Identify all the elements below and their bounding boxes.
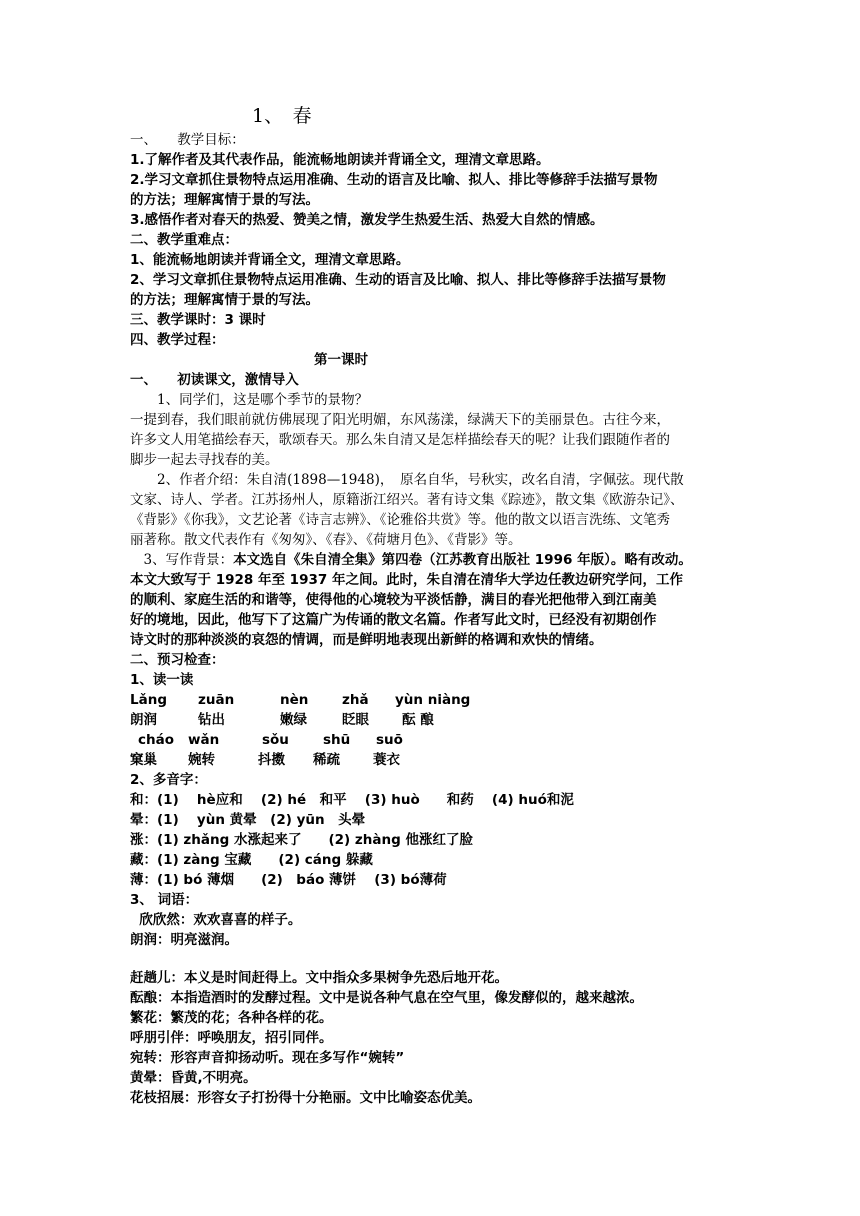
part-heading-intro: 一、 初读课文，激情导入 bbox=[130, 372, 299, 388]
word-cell: 眨眼 bbox=[342, 712, 369, 728]
background-label: 3、写作背景： bbox=[130, 552, 234, 568]
vocab-line: 呼朋引伴：呼唤朋友，招引同伴。 bbox=[130, 1030, 333, 1046]
pinyin-cell: cháo bbox=[138, 732, 174, 748]
polyphone-line: 藏：(1) zàng 宝藏 (2) cáng 躲藏 bbox=[130, 852, 373, 868]
author-paragraph-line: 2、作者介绍：朱自清(1898—1948)， 原名自华，号秋实，改名自清，字佩弦。现代散 bbox=[130, 472, 684, 488]
background-text: 本文选自《朱自清全集》第四卷（江苏教育出版社 1996 年版）。略有改动。 bbox=[233, 552, 692, 568]
pinyin-cell: zhǎ bbox=[342, 692, 369, 708]
polyphone-line: 晕：(1) yùn 黄晕 (2) yūn 头晕 bbox=[130, 812, 366, 828]
background-paragraph-line: 诗文时的那种淡淡的哀怨的情调，而是鲜明地表现出新鲜的格调和欢快的情绪。 bbox=[130, 632, 603, 648]
section-heading-key-points: 二、教学重难点： bbox=[130, 232, 238, 248]
word-cell: 嫩绿 bbox=[280, 712, 307, 728]
vocab-line: 欣欣然：欢欢喜喜的样子。 bbox=[130, 912, 302, 928]
word-cell: 婉转 bbox=[188, 752, 215, 768]
background-paragraph-line: 本文大致写于 1928 年至 1937 年之间。此时，朱自清在清华大学边任教边研究学问，工作 bbox=[130, 572, 683, 588]
vocab-line: 赶趟儿：本义是时间赶得上。文中指众多果树争先恐后地开花。 bbox=[130, 970, 508, 986]
vocab-line: 酝酿：本指造酒时的发酵过程。文中是说各种气息在空气里，像发酵似的，越来越浓。 bbox=[130, 990, 643, 1006]
pinyin-cell: yùn niàng bbox=[395, 692, 471, 708]
word-cell: 酝 酿 bbox=[402, 712, 434, 728]
author-paragraph-line: 丽著称。散文代表作有《匆匆》、《春》、《荷塘月色》、《背影》等。 bbox=[130, 532, 522, 548]
word-cell: 钻出 bbox=[198, 712, 225, 728]
pinyin-cell: nèn bbox=[280, 692, 309, 708]
document-title: 1、 春 bbox=[252, 105, 312, 127]
lesson-heading: 第一课时 bbox=[314, 352, 368, 368]
pinyin-cell: wǎn bbox=[188, 732, 220, 748]
polyphone-heading: 2、多音字： bbox=[130, 772, 207, 788]
question-line: 1、同学们，这是哪个季节的景物？ bbox=[130, 392, 369, 408]
word-cell: 朗润 bbox=[130, 712, 157, 728]
word-cell: 蓑衣 bbox=[373, 752, 400, 768]
background-paragraph-line: 好的境地，因此，他写下了这篇广为传诵的散文名篇。作者写此文时，已经没有初期创作 bbox=[130, 612, 657, 628]
word-cell: 窠巢 bbox=[130, 752, 157, 768]
word-cell: 稀疏 bbox=[313, 752, 340, 768]
vocab-line: 繁花：繁茂的花；各种各样的花。 bbox=[130, 1010, 333, 1026]
section-heading-process: 四、教学过程： bbox=[130, 332, 225, 348]
intro-paragraph-line: 许多文人用笔描绘春天，歌颂春天。那么朱自清又是怎样描绘春天的呢？让我们跟随作者的 bbox=[130, 432, 670, 448]
section-heading-objectives: 一、 教学目标： bbox=[130, 132, 245, 148]
author-paragraph-line: 文家、诗人、学者。江苏扬州人，原籍浙江绍兴。著有诗文集《踪迹》，散文集《欧游杂记》、 bbox=[130, 492, 684, 508]
pinyin-cell: suō bbox=[376, 732, 403, 748]
vocab-line: 宛转：形容声音抑扬动听。现在多写作“婉转” bbox=[130, 1050, 405, 1066]
polyphone-line: 薄：(1) bó 薄烟 (2) báo 薄饼 (3) bó薄荷 bbox=[130, 872, 447, 888]
author-paragraph-line: 《背影》《你我》，文艺论著《诗言志辨》、《论雅俗共赏》等。他的散文以语言洗练、文笔秀 bbox=[130, 512, 670, 528]
polyphone-line: 和：(1) hè应和 (2) hé 和平 (3) huò 和药 (4) huó和泥 bbox=[130, 792, 574, 808]
key-point-item: 1、能流畅地朗读并背诵全文，理清文章思路。 bbox=[130, 252, 410, 268]
intro-paragraph-line: 一提到春，我们眼前就仿佛展现了阳光明媚，东风荡漾，绿满天下的美丽景色。古往今来， bbox=[130, 412, 670, 428]
objective-item: 3.感悟作者对春天的热爱、赞美之情，激发学生热爱生活、热爱大自然的情感。 bbox=[130, 212, 604, 228]
pinyin-cell: sǒu bbox=[262, 732, 289, 748]
background-paragraph-line: 的顺利、家庭生活的和谐等，使得他的心境较为平淡恬静，满目的春光把他带入到江南美 bbox=[130, 592, 657, 608]
vocab-heading: 3、 词语： bbox=[130, 892, 199, 908]
objective-item: 的方法；理解寓情于景的写法。 bbox=[130, 192, 319, 208]
objective-item: 2.学习文章抓住景物特点运用准确、生动的语言及比喻、拟人、排比等修辞手法描写景物 bbox=[130, 172, 658, 188]
polyphone-line: 涨：(1) zhǎng 水涨起来了 (2) zhàng 他涨红了脸 bbox=[130, 832, 473, 848]
objective-item: 1.了解作者及其代表作品，能流畅地朗读并背诵全文，理清文章思路。 bbox=[130, 152, 550, 168]
read-heading: 1、读一读 bbox=[130, 672, 194, 688]
part-heading-preview: 二、预习检查： bbox=[130, 652, 225, 668]
vocab-line: 花枝招展：形容女子打扮得十分艳丽。文中比喻姿态优美。 bbox=[130, 1090, 481, 1106]
vocab-line: 朗润：明亮滋润。 bbox=[130, 932, 238, 948]
vocab-line: 黄晕：昏黄,不明亮。 bbox=[130, 1070, 257, 1086]
background-paragraph-line bbox=[130, 550, 730, 570]
word-cell: 抖擞 bbox=[258, 752, 285, 768]
pinyin-cell: shū bbox=[323, 732, 351, 748]
pinyin-cell: zuān bbox=[198, 692, 235, 708]
key-point-item: 2、学习文章抓住景物特点运用准确、生动的语言及比喻、拟人、排比等修辞手法描写景物 bbox=[130, 272, 666, 288]
key-point-item: 的方法；理解寓情于景的写法。 bbox=[130, 292, 319, 308]
section-heading-hours: 三、教学课时：3 课时 bbox=[130, 312, 266, 328]
intro-paragraph-line: 脚步一起去寻找春的美。 bbox=[130, 452, 279, 468]
pinyin-cell: Lǎng bbox=[130, 692, 167, 708]
